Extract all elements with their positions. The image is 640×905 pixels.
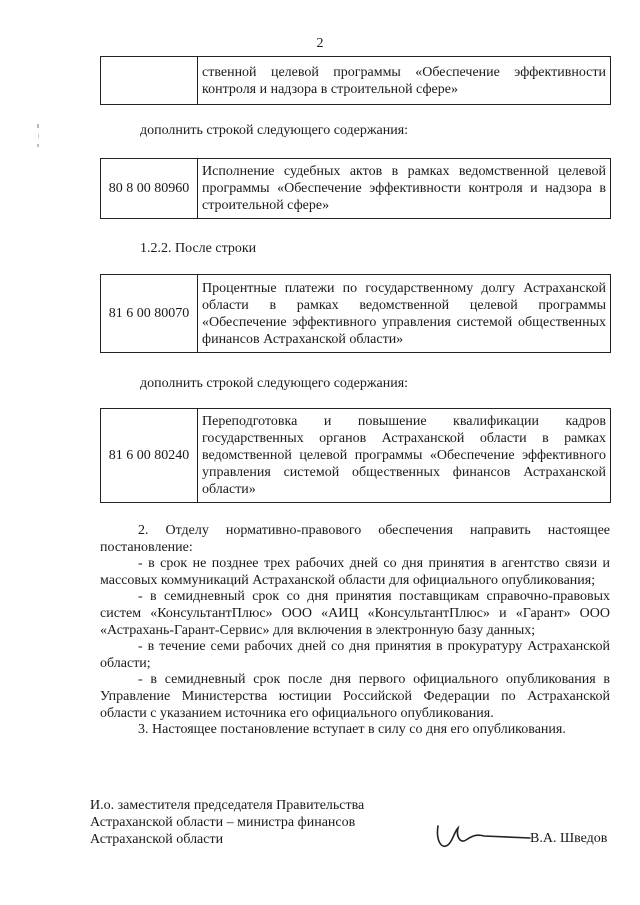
budget-code-cell bbox=[101, 57, 198, 105]
budget-description-cell: Процентные платежи по государственному долгу Астраханской области в рамках ведомственной целевой программы «Обеспечение эффективного управления системой общественных финансов Астраханской области» bbox=[198, 275, 611, 353]
budget-code-table-new-1 bbox=[100, 158, 611, 219]
budget-description-cell: Исполнение судебных актов в рамках ведомственной целевой программы «Обеспечение эффективности контроля и надзора в строительной сфере» bbox=[198, 159, 611, 219]
paragraph-2: 2. Отделу нормативно-правового обеспечения направить настоящее постановление: bbox=[100, 523, 610, 555]
budget-code-table-new-2 bbox=[100, 408, 611, 503]
budget-code-cell: 80 8 00 80960 bbox=[101, 159, 198, 219]
page-number: 2 bbox=[316, 36, 324, 51]
budget-code-cell: 81 6 00 80240 bbox=[101, 409, 198, 503]
instruction-text: дополнить строкой следующего содержания: bbox=[140, 376, 409, 391]
table-row bbox=[101, 409, 611, 503]
scan-artifact bbox=[36, 124, 42, 152]
body-paragraphs bbox=[100, 523, 610, 739]
position-line: Астраханской области bbox=[90, 832, 224, 847]
budget-code-table-existing bbox=[100, 274, 611, 353]
list-item: - в срок не позднее трех рабочих дней со дня принятия в агентство связи и массовых коммуникаций Астраханской области для официального опубликования; bbox=[100, 556, 610, 588]
signatory-name: В.А. Шведов bbox=[530, 831, 608, 846]
list-item: - в семидневный срок после дня первого официального опубликования в Управление Министерства юстиции Российской Федерации по Астраханской области с указанием источника его официального опубликования. bbox=[100, 672, 610, 721]
list-item: - в семидневный срок со дня принятия поставщикам справочно-правовых систем «КонсультантПлюс» ООО «АИЦ «КонсультантПлюс» и «Гарант» ООО «Астрахань-Гарант-Сервис» для включения в электронную базу данных; bbox=[100, 589, 610, 638]
handwritten-signature bbox=[432, 818, 532, 854]
list-item: - в течение семи рабочих дней со дня принятия в прокуратуру Астраханской области; bbox=[100, 639, 610, 671]
budget-code-cell: 81 6 00 80070 bbox=[101, 275, 198, 353]
instruction-text: дополнить строкой следующего содержания: bbox=[140, 123, 409, 138]
table-row bbox=[101, 159, 611, 219]
table-row bbox=[101, 275, 611, 353]
budget-code-table-continuation bbox=[100, 56, 611, 105]
paragraph-3: 3. Настоящее постановление вступает в силу со дня его опубликования. bbox=[138, 722, 566, 738]
signatory-position bbox=[90, 797, 364, 848]
position-line: Астраханской области – министра финансов bbox=[90, 815, 356, 830]
budget-description-cell: ственной целевой программы «Обеспечение эффективности контроля и надзора в строительной сфере» bbox=[198, 57, 611, 105]
position-line: И.о. заместителя председателя Правительства bbox=[90, 798, 365, 813]
table-row bbox=[101, 57, 611, 105]
budget-description-cell: Переподготовка и повышение квалификации кадров государственных органов Астраханской области в рамках ведомственной целевой программы «Обеспечение эффективного управления системой общественных финансов Астраханской области» bbox=[198, 409, 611, 503]
subsection-heading: 1.2.2. После строки bbox=[140, 241, 257, 256]
